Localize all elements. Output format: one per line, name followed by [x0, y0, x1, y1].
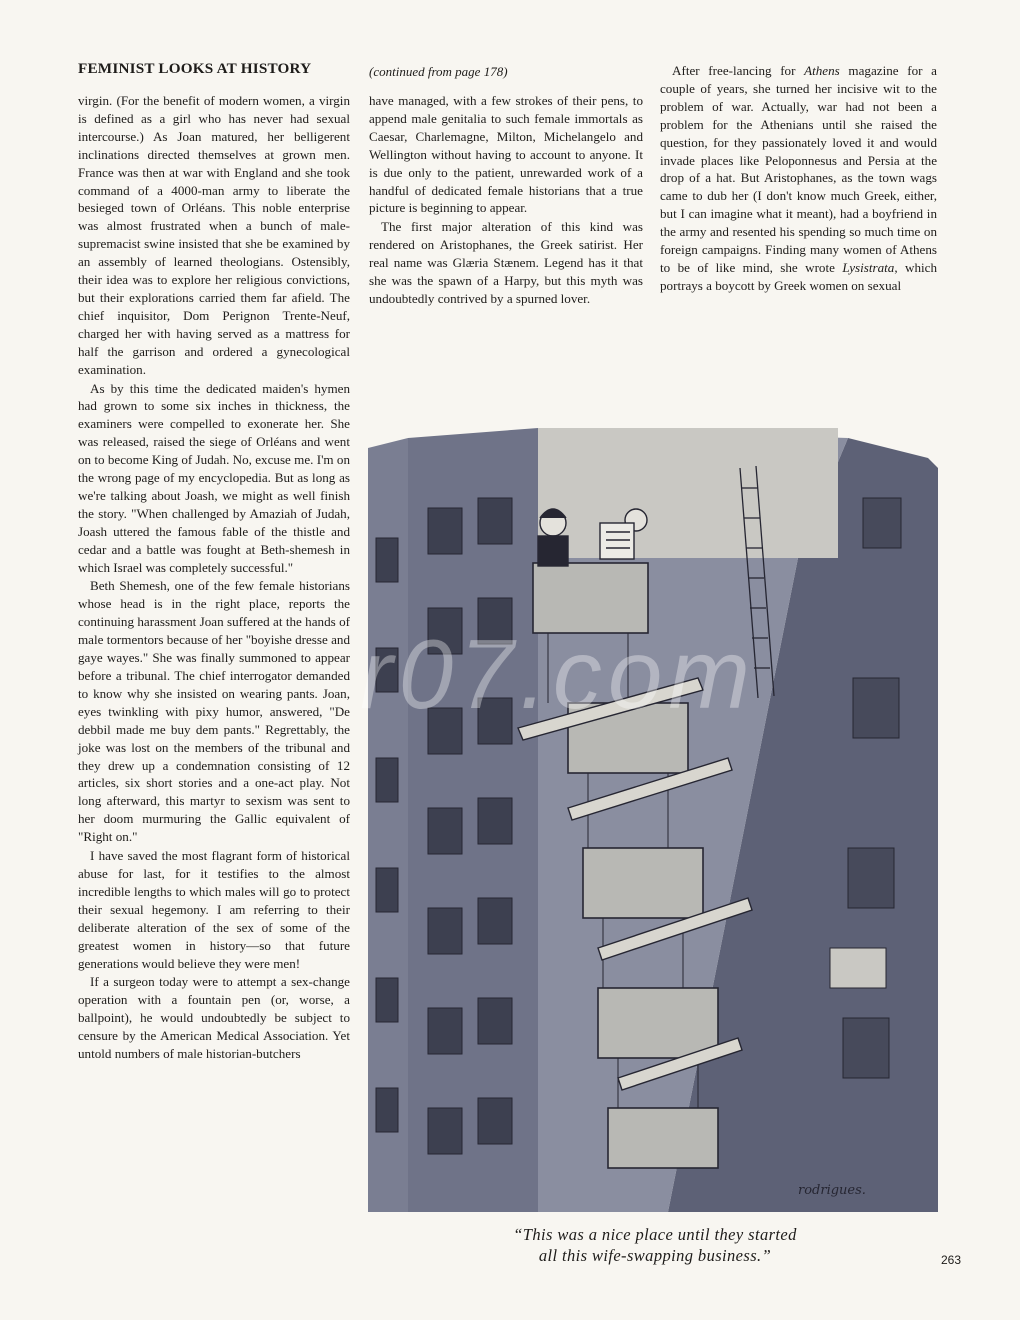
cartoon-signature: rodrigues. [798, 1183, 866, 1198]
text-column-2 [369, 92, 643, 308]
paragraph: The first major alteration of this kind was rendered on Aristophanes, the Greek satirist. Her real name was Glæria Stænem. Legend has it that she was the spawn of a Harpy, but this myth was undoubtedly contrived by a spurned lover. [369, 219, 643, 306]
cartoon-illustration [368, 428, 938, 1212]
caption-line: all this wife-swapping business.” [538, 1246, 772, 1265]
magazine-title: Athens [804, 63, 840, 78]
cartoon-caption [440, 1224, 870, 1266]
paragraph: As by this time the dedicated maiden's hymen had grown to some six inches in thickness, the examiners were compelled to exonerate her. She was released, raised the siege of Orléans and went on to become King of Judah. No, excuse me. I'm on the wrong page of my encyclopedia. But as long as we're talking about Joash, we might as well finish the story. "When challenged by Amaziah of Judah, Joash uttered the famous fable of the thistle and cedar and a battle was fought at Beth-shemesh in which Israel was completely successful." [78, 380, 350, 575]
paragraph: I have saved the most flagrant form of historical abuse for last, for it testifies to the almost incredible lengths to which males will go to protect their sexual hegemony. I am referring to their deliberate alteration of the sex of some of the greatest women in history—so that future generations would believe they were men! [78, 848, 350, 971]
caption-line: “This was a nice place until they started [513, 1225, 797, 1244]
text-column-1 [78, 92, 350, 1063]
article-title: FEMINIST LOOKS AT HISTORY [78, 60, 312, 77]
paragraph: have managed, with a few strokes of their pens, to append male genitalia to such female immortals as Caesar, Charlemagne, Milton, Michelangelo and Wellington without having to account to anyone. It is due only to the patient, unrewarded work of a handful of dedicated female historians that a true picture is beginning to appear. [369, 93, 643, 216]
paragraph: If a surgeon today were to attempt a sex-change operation with a fountain pen (or, worse, a ballpoint), he would undoubtedly be subject to censure by the American Medical Association. Yet untold numbers of male historian-butchers [78, 974, 350, 1062]
watermark: r07.com [360, 619, 757, 729]
paragraph: After free-lancing for Athens magazine for a couple of years, she turned her incisive wit to the problem of war. Actually, war had not been a problem for the Athenians until she raised the question, for they passionately loved it and would invade places like Peloponnesus and Persia at the drop of a hat. But Aristophanes, as the town wags came to dub her (I don't know much Greek, either, but I can imagine what it meant), had a boyfriend in the army and resented his spending so much time on foreign campaigns. Finding many women of Athens to be of like mind, she wrote Lysistrata, which portrays a boycott by Greek women on sexual [660, 63, 937, 293]
paragraph: virgin. (For the benefit of modern women, a virgin is defined as a girl who has never had sexual intercourse.) As Joan matured, her belligerent inclinations directed themselves at grown men. France was then at war with England and she took command of a 4000-man army to liberate the besieged town of Orléans. This noble enterprise was almost frustrated when a bunch of male-supremacist swine insisted that she be examined by an assembly of learned theologians. Ostensibly, their idea was to explore her religious convictions, but their explorations carried them far afield. The chief inquisitor, Dom Perignon Trente-Neuf, charged her with having served as a mattress for half the garrison and ordered a gynecological examination. [78, 93, 350, 377]
continued-note: (continued from page 178) [369, 64, 508, 79]
play-title: Lysistrata [842, 259, 895, 275]
text-column-3 [660, 62, 937, 295]
page-number: 263 [941, 1253, 962, 1267]
paragraph: Beth Shemesh, one of the few female historians whose head is in the right place, reports the continuing harassment Joan suffered at the hands of male tormentors because of her "boyishe dresse and gaye wayes." She was finally summoned to appear before a tribunal. The chief interrogator demanded to know why she insisted on wearing pants. Joan, eyes twinkling with pixy humor, answered, "De debbil made me buy dem pants." Regrettably, the joke was lost on the members of the tribunal and they drew up a condemnation consisting of 12 articles, six short stories and a one-act play. Not long afterward, this martyr to sexism was sent to her doom murmuring the Gallic equivalent of "Right on." [78, 578, 350, 845]
